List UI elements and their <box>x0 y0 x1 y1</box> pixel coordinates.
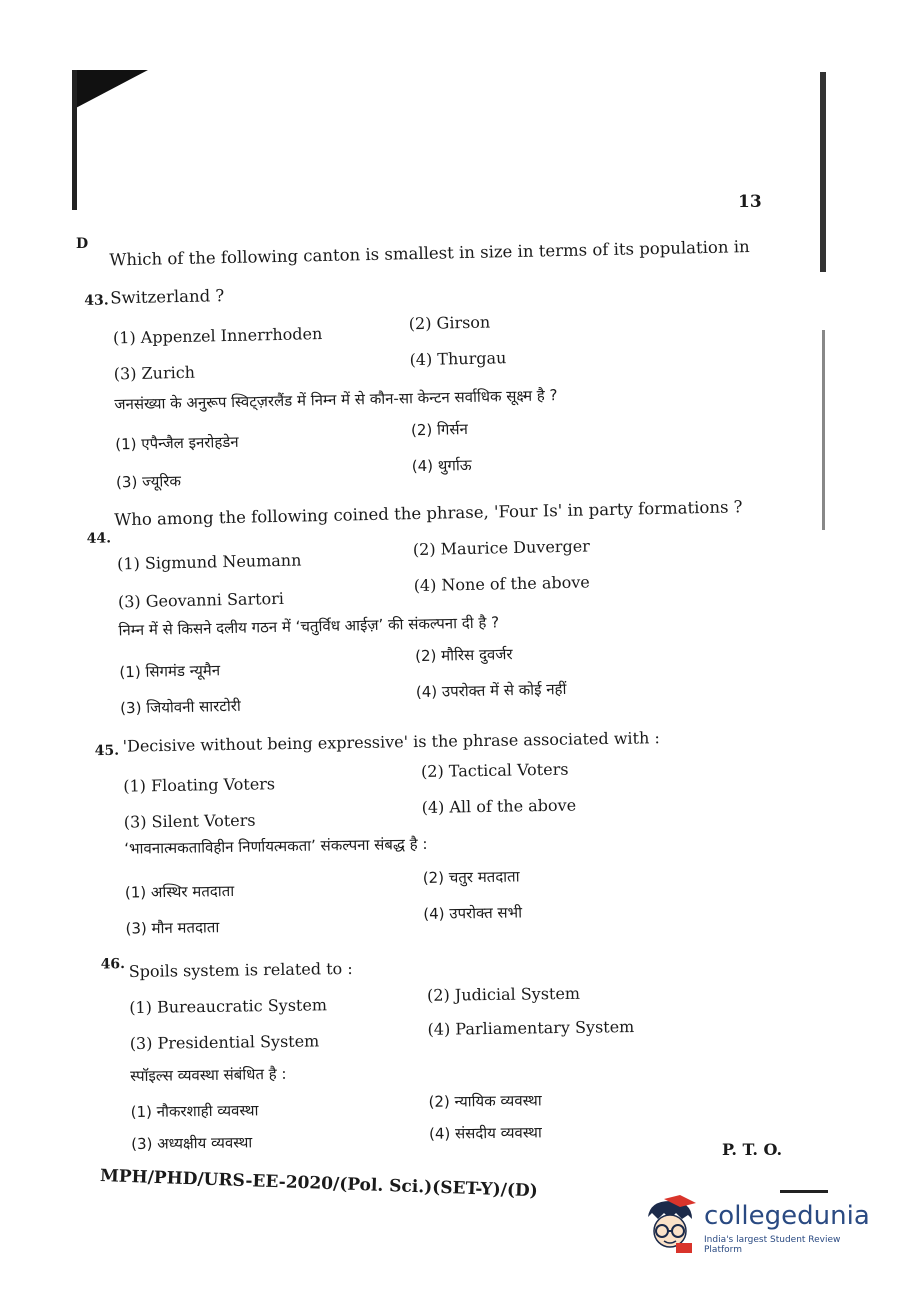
question-number: 46. <box>100 956 126 973</box>
option-2-en: (2) Maurice Duverger <box>412 536 591 560</box>
mascot-logo-icon <box>640 1195 700 1259</box>
option-1-en: (1) Appenzel Innerrhoden <box>112 324 323 348</box>
question-text-hi: स्पॉइल्स व्यवस्था संबंधित है : <box>130 1064 287 1086</box>
option-2-en: (2) Tactical Voters <box>420 759 569 781</box>
question-text-hi: ‘भावनात्मकताविहीन निर्णायत्मकता’ संकल्पना संबद्ध है : <box>124 834 428 858</box>
question-number: 43. <box>84 292 109 310</box>
collegedunia-watermark <box>640 1195 880 1265</box>
option-4-hi: (4) संसदीय व्यवस्था <box>428 1123 542 1143</box>
option-3-hi: (3) ज्यूरिक <box>115 472 182 492</box>
brand-tagline: India's largest Student Review Platform <box>704 1235 841 1255</box>
option-2-hi: (2) चतुर मतदाता <box>422 867 520 887</box>
option-1-hi: (1) एपैन्जैल इनरोहडेन <box>115 432 239 454</box>
option-3-hi: (3) मौन मतदाता <box>125 918 220 938</box>
option-2-hi: (2) गिर्सन <box>410 420 469 440</box>
option-2-hi: (2) न्यायिक व्यवस्था <box>428 1091 542 1111</box>
question-text-en: Spoils system is related to : <box>128 958 353 982</box>
option-3-en: (3) Silent Voters <box>123 810 256 832</box>
option-2-en: (2) Judicial System <box>426 983 581 1005</box>
question-text-en: Which of the following canton is smallest in size in terms of its population in <box>109 237 750 270</box>
option-3-hi: (3) अध्यक्षीय व्यवस्था <box>131 1133 253 1154</box>
option-3-en: (3) Geovanni Sartori <box>117 588 285 612</box>
option-1-hi: (1) अस्थिर मतदाता <box>124 881 235 902</box>
question-text-hi: निम्न में से किसने दलीय गठन में ‘चतुर्विध आईज़’ की संकल्पना दी है ? <box>118 613 500 640</box>
question-number: 44. <box>86 530 112 547</box>
footer-rule <box>780 1190 828 1193</box>
option-3-en: (3) Presidential System <box>129 1031 320 1054</box>
option-4-en: (4) Parliamentary System <box>427 1017 635 1039</box>
brand-name: collegedunia <box>704 1201 870 1231</box>
question-text-en: Who among the following coined the phrase, 'Four Is' in party formations ? <box>114 497 743 530</box>
exam-code-footer: MPH/PHD/URS-EE-2020/(Pol. Sci.)(SET-Y)/(D) <box>99 1166 539 1202</box>
option-1-hi: (1) नौकरशाही व्यवस्था <box>130 1101 259 1122</box>
option-1-en: (1) Sigmund Neumann <box>116 550 302 574</box>
question-number: 45. <box>94 742 120 760</box>
option-3-en: (3) Zurich <box>113 362 196 384</box>
option-4-en: (4) None of the above <box>413 572 590 596</box>
option-4-en: (4) Thurgau <box>409 348 507 370</box>
option-4-en: (4) All of the above <box>421 795 577 817</box>
question-text-en-cont: Switzerland ? <box>110 286 225 308</box>
option-4-hi: (4) उपरोक्त सभी <box>423 903 523 923</box>
question-text-en: 'Decisive without being expressive' is the phrase associated with : <box>122 728 660 756</box>
option-4-hi: (4) थुर्गाऊ <box>411 455 472 476</box>
pto-label: P. T. O. <box>722 1140 783 1159</box>
option-4-hi: (4) उपरोक्त में से कोई नहीं <box>415 679 567 702</box>
set-marker: D <box>76 236 89 252</box>
option-2-hi: (2) मौरिस दुवर्जर <box>414 645 513 666</box>
option-1-hi: (1) सिगमंड न्यूमैन <box>119 661 221 682</box>
page-number: 13 <box>738 192 762 212</box>
option-1-en: (1) Bureaucratic System <box>129 995 328 1018</box>
option-2-en: (2) Girson <box>408 312 491 334</box>
option-1-en: (1) Floating Voters <box>123 774 276 796</box>
question-text-hi: जनसंख्या के अनुरूप स्विट्ज़रलैंड में निम्न में से कौन-सा केन्टन सर्वाधिक सूक्ष्म है ? <box>114 386 558 414</box>
option-3-hi: (3) जियोवनी सारटोरी <box>120 696 241 718</box>
